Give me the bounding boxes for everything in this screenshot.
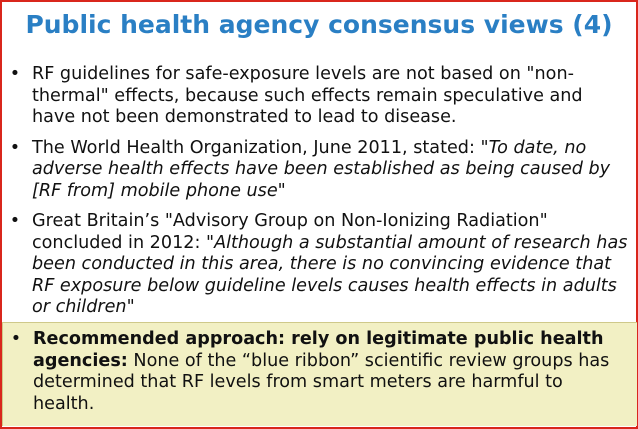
bullet-suffix: " xyxy=(126,297,135,317)
bullet-recommendation xyxy=(3,323,637,415)
bullet-prefix: The World Health Organization, June 2011, stated: " xyxy=(32,137,489,158)
bullet-quote: To date, no adverse health effects have been established as being caused by [RF from] mobile phone use xyxy=(32,137,611,201)
bullet-guidelines xyxy=(2,64,636,129)
slide-title: Public health agency consensus views (4) xyxy=(25,10,613,39)
bullet-who xyxy=(2,138,636,203)
bullet-agnir xyxy=(2,211,636,319)
recommendation-text: None of the “blue ribbon” scientific review groups has determined that RF levels from smart meters are harmful to health. xyxy=(33,350,610,414)
bullet-dot: • xyxy=(9,211,21,231)
recommendation-box xyxy=(2,322,637,426)
bullet-prefix: Great Britain’s "Advisory Group on Non-Ionizing Radiation" concluded in 2012: " xyxy=(32,211,548,253)
bullet-text: RF guidelines for safe-exposure levels are not based on "non-thermal" effects, because such effects remain speculative and have not been demonstrated to lead to disease. xyxy=(32,64,583,127)
bullet-list xyxy=(2,64,636,328)
recommendation-lead: Recommended approach: rely on legitimate public health agencies: xyxy=(33,329,604,371)
bullet-suffix: " xyxy=(277,180,286,201)
bullet-dot: • xyxy=(10,329,22,349)
bullet-dot: • xyxy=(9,137,21,158)
bullet-dot: • xyxy=(9,64,21,84)
bullet-quote: Although a substantial amount of research has been conducted in this area, there is no convincing evidence that RF exposure below guideline levels causes health effects in adults or children xyxy=(32,232,628,317)
